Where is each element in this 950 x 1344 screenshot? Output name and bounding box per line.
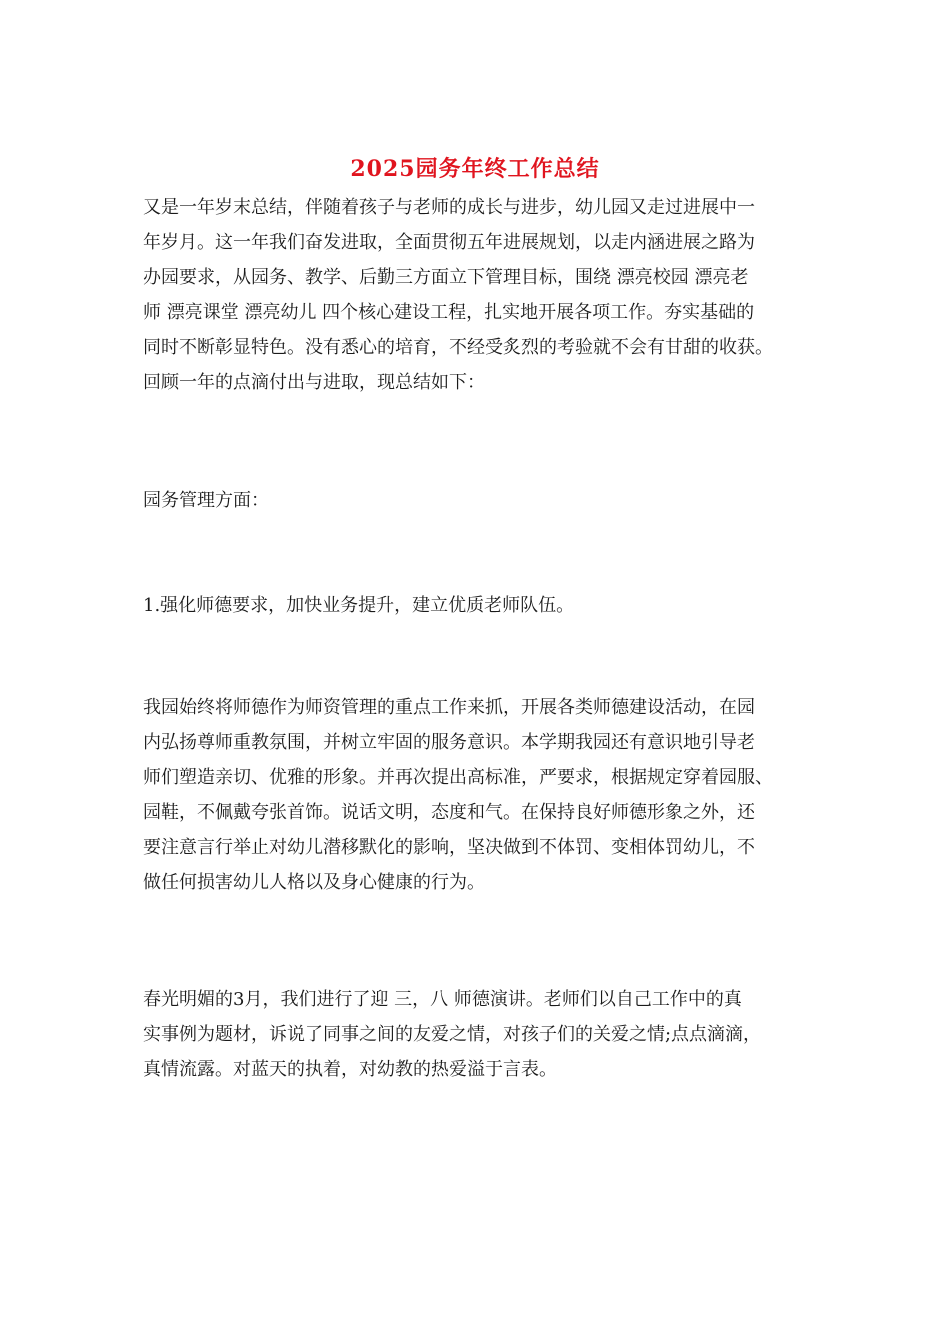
paragraph-line: 春光明媚的3月，我们进行了迎 三，八 师德演讲。老师们以自己工作中的真 bbox=[143, 989, 742, 1010]
intro-line: 回顾一年的点滴付出与进取，现总结如下： bbox=[143, 372, 485, 393]
paragraph-line: 真情流露。对蓝天的执着，对幼教的热爱溢于言表。 bbox=[143, 1059, 557, 1080]
paragraph-line: 内弘扬尊师重教氛围，并树立牢固的服务意识。本学期我园还有意识地引导老 bbox=[143, 732, 755, 753]
section-heading-text: 园务管理方面： bbox=[143, 490, 269, 511]
document-title: 2025园务年终工作总结 bbox=[350, 156, 600, 182]
paragraph-line: 要注意言行举止对幼儿潜移默化的影响，坚决做到不体罚、变相体罚幼儿，不 bbox=[143, 837, 755, 858]
section-heading bbox=[143, 483, 813, 518]
paragraph-line: 做任何损害幼儿人格以及身心健康的行为。 bbox=[143, 872, 485, 893]
paragraph-line: 我园始终将师德作为师资管理的重点工作来抓，开展各类师德建设活动，在园 bbox=[143, 697, 755, 718]
paragraph-teacher-ethics bbox=[143, 690, 813, 900]
paragraph-line: 园鞋，不佩戴夸张首饰。说话文明，态度和气。在保持良好师德形象之外，还 bbox=[143, 802, 755, 823]
paragraph-line: 师们塑造亲切、优雅的形象。并再次提出高标准，严要求，根据规定穿着园服、 bbox=[143, 767, 773, 788]
item-heading-text: 1.强化师德要求，加快业务提升，建立优质老师队伍。 bbox=[143, 595, 575, 616]
intro-line: 同时不断彰显特色。没有悉心的培育，不经受炙烈的考验就不会有甘甜的收获。 bbox=[143, 337, 773, 358]
item-heading bbox=[143, 588, 813, 623]
intro-line: 年岁月。这一年我们奋发进取，全面贯彻五年进展规划，以走内涵进展之路为 bbox=[143, 232, 755, 253]
paragraph-line: 实事例为题材，诉说了同事之间的友爱之情，对孩子们的关爱之情;点点滴滴， bbox=[143, 1024, 762, 1045]
intro-line: 师 漂亮课堂 漂亮幼儿 四个核心建设工程，扎实地开展各项工作。夯实基础的 bbox=[143, 302, 755, 323]
intro-line: 办园要求，从园务、教学、后勤三方面立下管理目标，围绕 漂亮校园 漂亮老 bbox=[143, 267, 749, 288]
paragraph-speech bbox=[143, 982, 813, 1087]
intro-line: 又是一年岁末总结，伴随着孩子与老师的成长与进步，幼儿园又走过进展中一 bbox=[143, 197, 755, 218]
intro-paragraph bbox=[143, 190, 813, 400]
